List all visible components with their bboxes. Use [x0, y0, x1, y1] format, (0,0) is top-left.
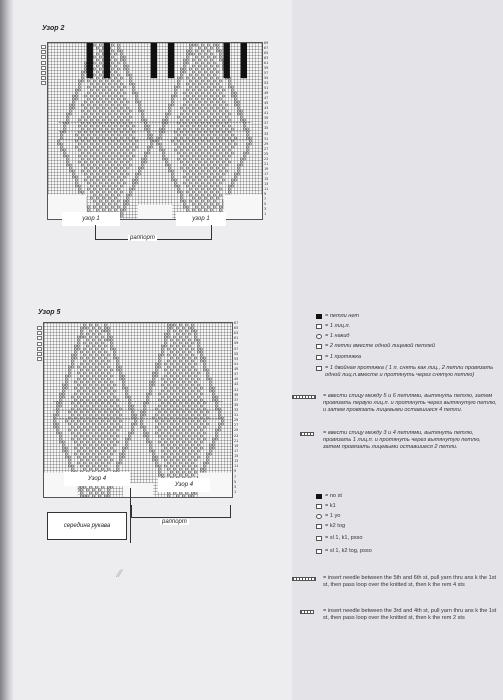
row-number: 11 [234, 464, 239, 469]
legend-en-5: = sl 1, k2 tog, psso [325, 548, 372, 554]
legend-ru-4: = 1 протяжка [325, 354, 361, 360]
legend-ru-6: = ввести спицу между 5 и 6 петлями, вытянуть петлю, затем провязать первую лиц.п. и протянуть через вытянутую петлю, и затем провязать лицевыми оставшиеся 4 петли. [323, 393, 497, 413]
legend-ru-2: = 1 накид [325, 333, 350, 339]
row-number: 9 [264, 191, 267, 196]
row-number: 33 [264, 131, 269, 136]
row-number: 1 [234, 489, 237, 494]
legend-en-6: = insert needle between the 5th and 6th st, pull yarn thru ans k the 1st st, then pass loop over the knitted st, then k the rem 4 sts [323, 575, 497, 588]
row-number: 63 [234, 331, 239, 336]
row-number: 17 [234, 448, 239, 453]
row-number: 31 [264, 136, 269, 141]
row-number: 69 [264, 41, 269, 45]
row-number: 41 [264, 111, 269, 116]
row-number: 39 [234, 392, 239, 397]
row-number: 3 [234, 484, 237, 489]
chart1-motif-left: узор 1 [62, 212, 120, 226]
row-number: 51 [264, 86, 269, 91]
lace-pattern-drawing [48, 43, 262, 219]
row-number: 19 [264, 166, 269, 171]
chart2-motif-right: Узор 4 [158, 478, 210, 492]
row-number: 33 [234, 408, 239, 412]
row-number: 13 [264, 181, 269, 186]
row-number: 49 [264, 91, 269, 96]
legend-ru-7: = ввести спицу между 3 и 4 петлями, вытянуть петлю, провязать 1 лиц.п. и протянуть через вытянутую петлю, затем провязать лицевыми оставшиеся 2 петли. [323, 430, 481, 450]
legend-ru-3: = 2 петли вместе одной лицевой петлей [325, 343, 436, 349]
row-number: 41 [234, 387, 239, 392]
row-number: 31 [234, 413, 239, 418]
skp-symbol [316, 536, 322, 541]
row-number: 13 [234, 459, 239, 464]
row-number: 35 [264, 126, 269, 131]
row-number: 25 [264, 151, 269, 156]
row-number: 27 [234, 423, 239, 428]
row-number: 23 [264, 156, 269, 161]
k2tog-symbol [316, 344, 322, 349]
row-number: 45 [234, 377, 239, 382]
row-number: 53 [264, 81, 269, 86]
row-number: 55 [234, 351, 239, 356]
row-number: 53 [234, 356, 239, 361]
legend-en-7: = insert needle between the 3rd and 4th st, pull yarn thru ans k the 1st st, then pass loop over the knitted st, then k the rem 2 sts [323, 608, 497, 621]
center-label-box: середина рукава [47, 512, 127, 540]
row-number: 21 [264, 161, 269, 166]
row-number: 59 [264, 66, 269, 71]
row-number: 47 [234, 372, 239, 377]
binding-shadow [0, 0, 14, 700]
no-stitch-symbol [316, 494, 322, 499]
chart1-row-numbers [264, 42, 278, 218]
row-number: 51 [234, 361, 239, 366]
legend-ru-0: = петли нет [325, 313, 360, 319]
row-number: 17 [264, 171, 269, 176]
double-decrease-symbol [316, 549, 322, 554]
chart2-title: Узор 5 [38, 309, 61, 316]
chart2-row-numbers [234, 322, 248, 496]
row-number: 47 [264, 96, 269, 101]
row-number: 43 [234, 382, 239, 387]
legend-en-4: = sl 1, k1, psso [325, 535, 363, 541]
legend-english [316, 493, 501, 643]
cluster-6-symbol [292, 395, 316, 399]
row-number: 67 [234, 321, 239, 325]
double-decrease-symbol [316, 366, 322, 371]
legend-ru-5: = 1 двойная протяжка ( 1 п. снять как лиц., 2 петли провязать одной лиц.п.вместе и протянуть через снятую петлю) [325, 365, 494, 378]
row-number: 3 [264, 206, 267, 211]
row-number: 39 [264, 116, 269, 121]
chart2-motif-left: Узор 4 [64, 472, 130, 486]
row-number: 43 [264, 106, 269, 111]
legend-en-2: = 1 yo [325, 513, 341, 519]
row-number: 67 [264, 46, 269, 51]
row-number: 7 [264, 196, 267, 201]
cluster-4-symbol [300, 432, 314, 436]
legend-en-0: = no st [325, 493, 342, 499]
lace-pattern-drawing [44, 323, 232, 497]
yarn-over-symbol [316, 334, 322, 339]
legend-ru-1: = 1 лиц.п. [325, 323, 351, 329]
row-number: 9 [234, 469, 237, 474]
chart2-repeat-label: раппорт [162, 519, 187, 525]
legend-en-1: = k1 [325, 503, 336, 509]
chart2-repeat-bracket [131, 505, 231, 518]
chart1-title: Узор 2 [42, 25, 65, 32]
row-number: 7 [234, 474, 237, 479]
row-number: 55 [264, 76, 269, 81]
row-number: 29 [234, 418, 239, 423]
row-number: 63 [264, 56, 269, 61]
row-number: 59 [234, 341, 239, 346]
cluster-6-symbol [292, 577, 316, 581]
row-number: 61 [234, 336, 239, 341]
row-number: 15 [264, 176, 269, 181]
pencil-mark: ⁄⁄ [118, 568, 122, 580]
legend-russian [316, 313, 501, 453]
row-number: 57 [234, 346, 239, 351]
row-number: 35 [234, 402, 239, 407]
row-number: 61 [264, 61, 269, 66]
row-number: 1 [264, 211, 267, 216]
row-number: 65 [264, 51, 269, 56]
cluster-4-symbol [300, 610, 314, 614]
knit-symbol [316, 504, 322, 509]
row-number: 29 [264, 141, 269, 146]
row-number: 5 [234, 479, 237, 484]
row-number: 5 [264, 201, 267, 206]
row-number: 45 [264, 101, 269, 106]
row-number: 27 [264, 146, 269, 151]
row-number: 21 [234, 438, 239, 443]
no-stitch-symbol [316, 314, 322, 319]
row-number: 49 [234, 367, 239, 372]
chart1-motif-right: узор 1 [176, 212, 226, 226]
row-number: 11 [264, 186, 269, 191]
k2tog-symbol [316, 524, 322, 529]
row-number: 25 [234, 428, 239, 433]
knit-symbol [316, 324, 322, 329]
legend-en-3: = k2 tog [325, 523, 346, 529]
row-number: 15 [234, 454, 239, 459]
row-number: 37 [264, 121, 269, 126]
chart1-grid [47, 42, 263, 220]
yarn-over-symbol [316, 514, 322, 519]
row-number: 57 [264, 71, 269, 76]
row-number: 19 [234, 443, 239, 448]
row-number: 37 [234, 397, 239, 402]
row-number: 23 [234, 433, 239, 438]
chart1-repeat-label: раппорт [130, 235, 155, 241]
row-number: 65 [234, 326, 239, 331]
skp-symbol [316, 355, 322, 360]
